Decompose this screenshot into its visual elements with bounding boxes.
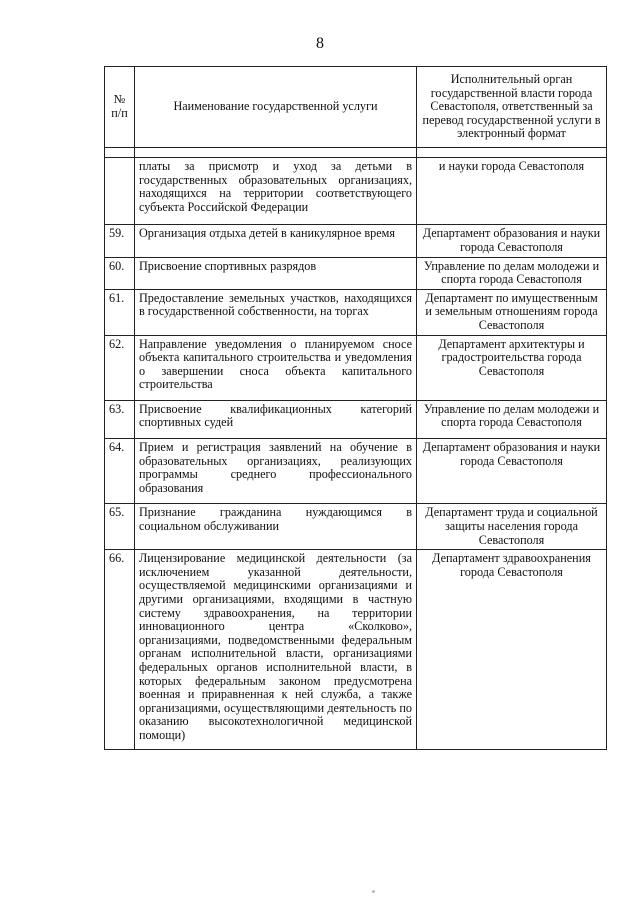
row-number: 59. [105, 225, 135, 257]
service-name: Признание гражданина нуждающимся в социальном обслуживании [135, 504, 417, 550]
responsible-body: Департамент образования и науки города Севастополя [417, 439, 607, 504]
row-number: 66. [105, 550, 135, 749]
spacer-cell [105, 147, 135, 157]
row-number: 65. [105, 504, 135, 550]
row-number: 63. [105, 400, 135, 438]
table-spacer-row [105, 147, 607, 157]
table-row [105, 157, 607, 224]
service-name: Присвоение спортивных разрядов [135, 257, 417, 289]
row-number: 62. [105, 335, 135, 400]
responsible-body: Департамент образования и науки города Севастополя [417, 225, 607, 257]
service-name: Предоставление земельных участков, находящихся в государственной собственности, на торгах [135, 289, 417, 335]
spacer-cell [135, 147, 417, 157]
row-number [105, 157, 135, 224]
responsible-body: Управление по делам молодежи и спорта города Севастополя [417, 400, 607, 438]
table-row [105, 504, 607, 550]
page-number: 8 [316, 35, 324, 52]
service-name: Прием и регистрация заявлений на обучение в образовательных организациях, реализующих программы среднего профессионального образования [135, 439, 417, 504]
table-row [105, 225, 607, 257]
service-name: Направление уведомления о планируемом сносе объекта капитального строительства и уведомления о завершении сноса объекта капитального строительства [135, 335, 417, 400]
table-row [105, 439, 607, 504]
scan-speck [372, 890, 375, 893]
service-name: Лицензирование медицинской деятельности (за исключением указанной деятельности, осуществляемой медицинскими организациями и другими организациями, входящими в частную систему здравоохранения, на территории инновационного центра «Сколково», организациями, подведомственными федеральным органам исполнительной власти, организациями федеральных органов исполнительной власти, в которых федеральным законом предусмотрена военная и приравненная к ней служба, а также организациями, осуществляющими деятельность по оказанию высокотехнологичной медицинской помощи) [135, 550, 417, 749]
service-name: Присвоение квалификационных категорий спортивных судей [135, 400, 417, 438]
row-number: 64. [105, 439, 135, 504]
table-row [105, 550, 607, 749]
table-row [105, 257, 607, 289]
header-responsible-body: Исполнительный орган государственной власти города Севастополя, ответственный за перевод государственной услуги в электронный формат [417, 67, 607, 148]
spacer-cell [417, 147, 607, 157]
responsible-body: Управление по делам молодежи и спорта города Севастополя [417, 257, 607, 289]
row-number: 60. [105, 257, 135, 289]
table-header-row [105, 67, 607, 148]
service-name: Организация отдыха детей в каникулярное время [135, 225, 417, 257]
services-table [104, 66, 607, 750]
header-service-name: Наименование государственной услуги [135, 67, 417, 148]
service-name: платы за присмотр и уход за детьми в государственных образовательных организациях, находящихся на территории соответствующего субъекта Российской Федерации [135, 157, 417, 224]
responsible-body: Департамент по имущественным и земельным отношениям города Севастополя [417, 289, 607, 335]
responsible-body: Департамент здравоохранения города Севастополя [417, 550, 607, 749]
header-number: № п/п [105, 67, 135, 148]
table-row [105, 400, 607, 438]
table-row [105, 335, 607, 400]
responsible-body: Департамент труда и социальной защиты населения города Севастополя [417, 504, 607, 550]
table-row [105, 289, 607, 335]
responsible-body: Департамент архитектуры и градостроительства города Севастополя [417, 335, 607, 400]
responsible-body: и науки города Севастополя [417, 157, 607, 224]
row-number: 61. [105, 289, 135, 335]
